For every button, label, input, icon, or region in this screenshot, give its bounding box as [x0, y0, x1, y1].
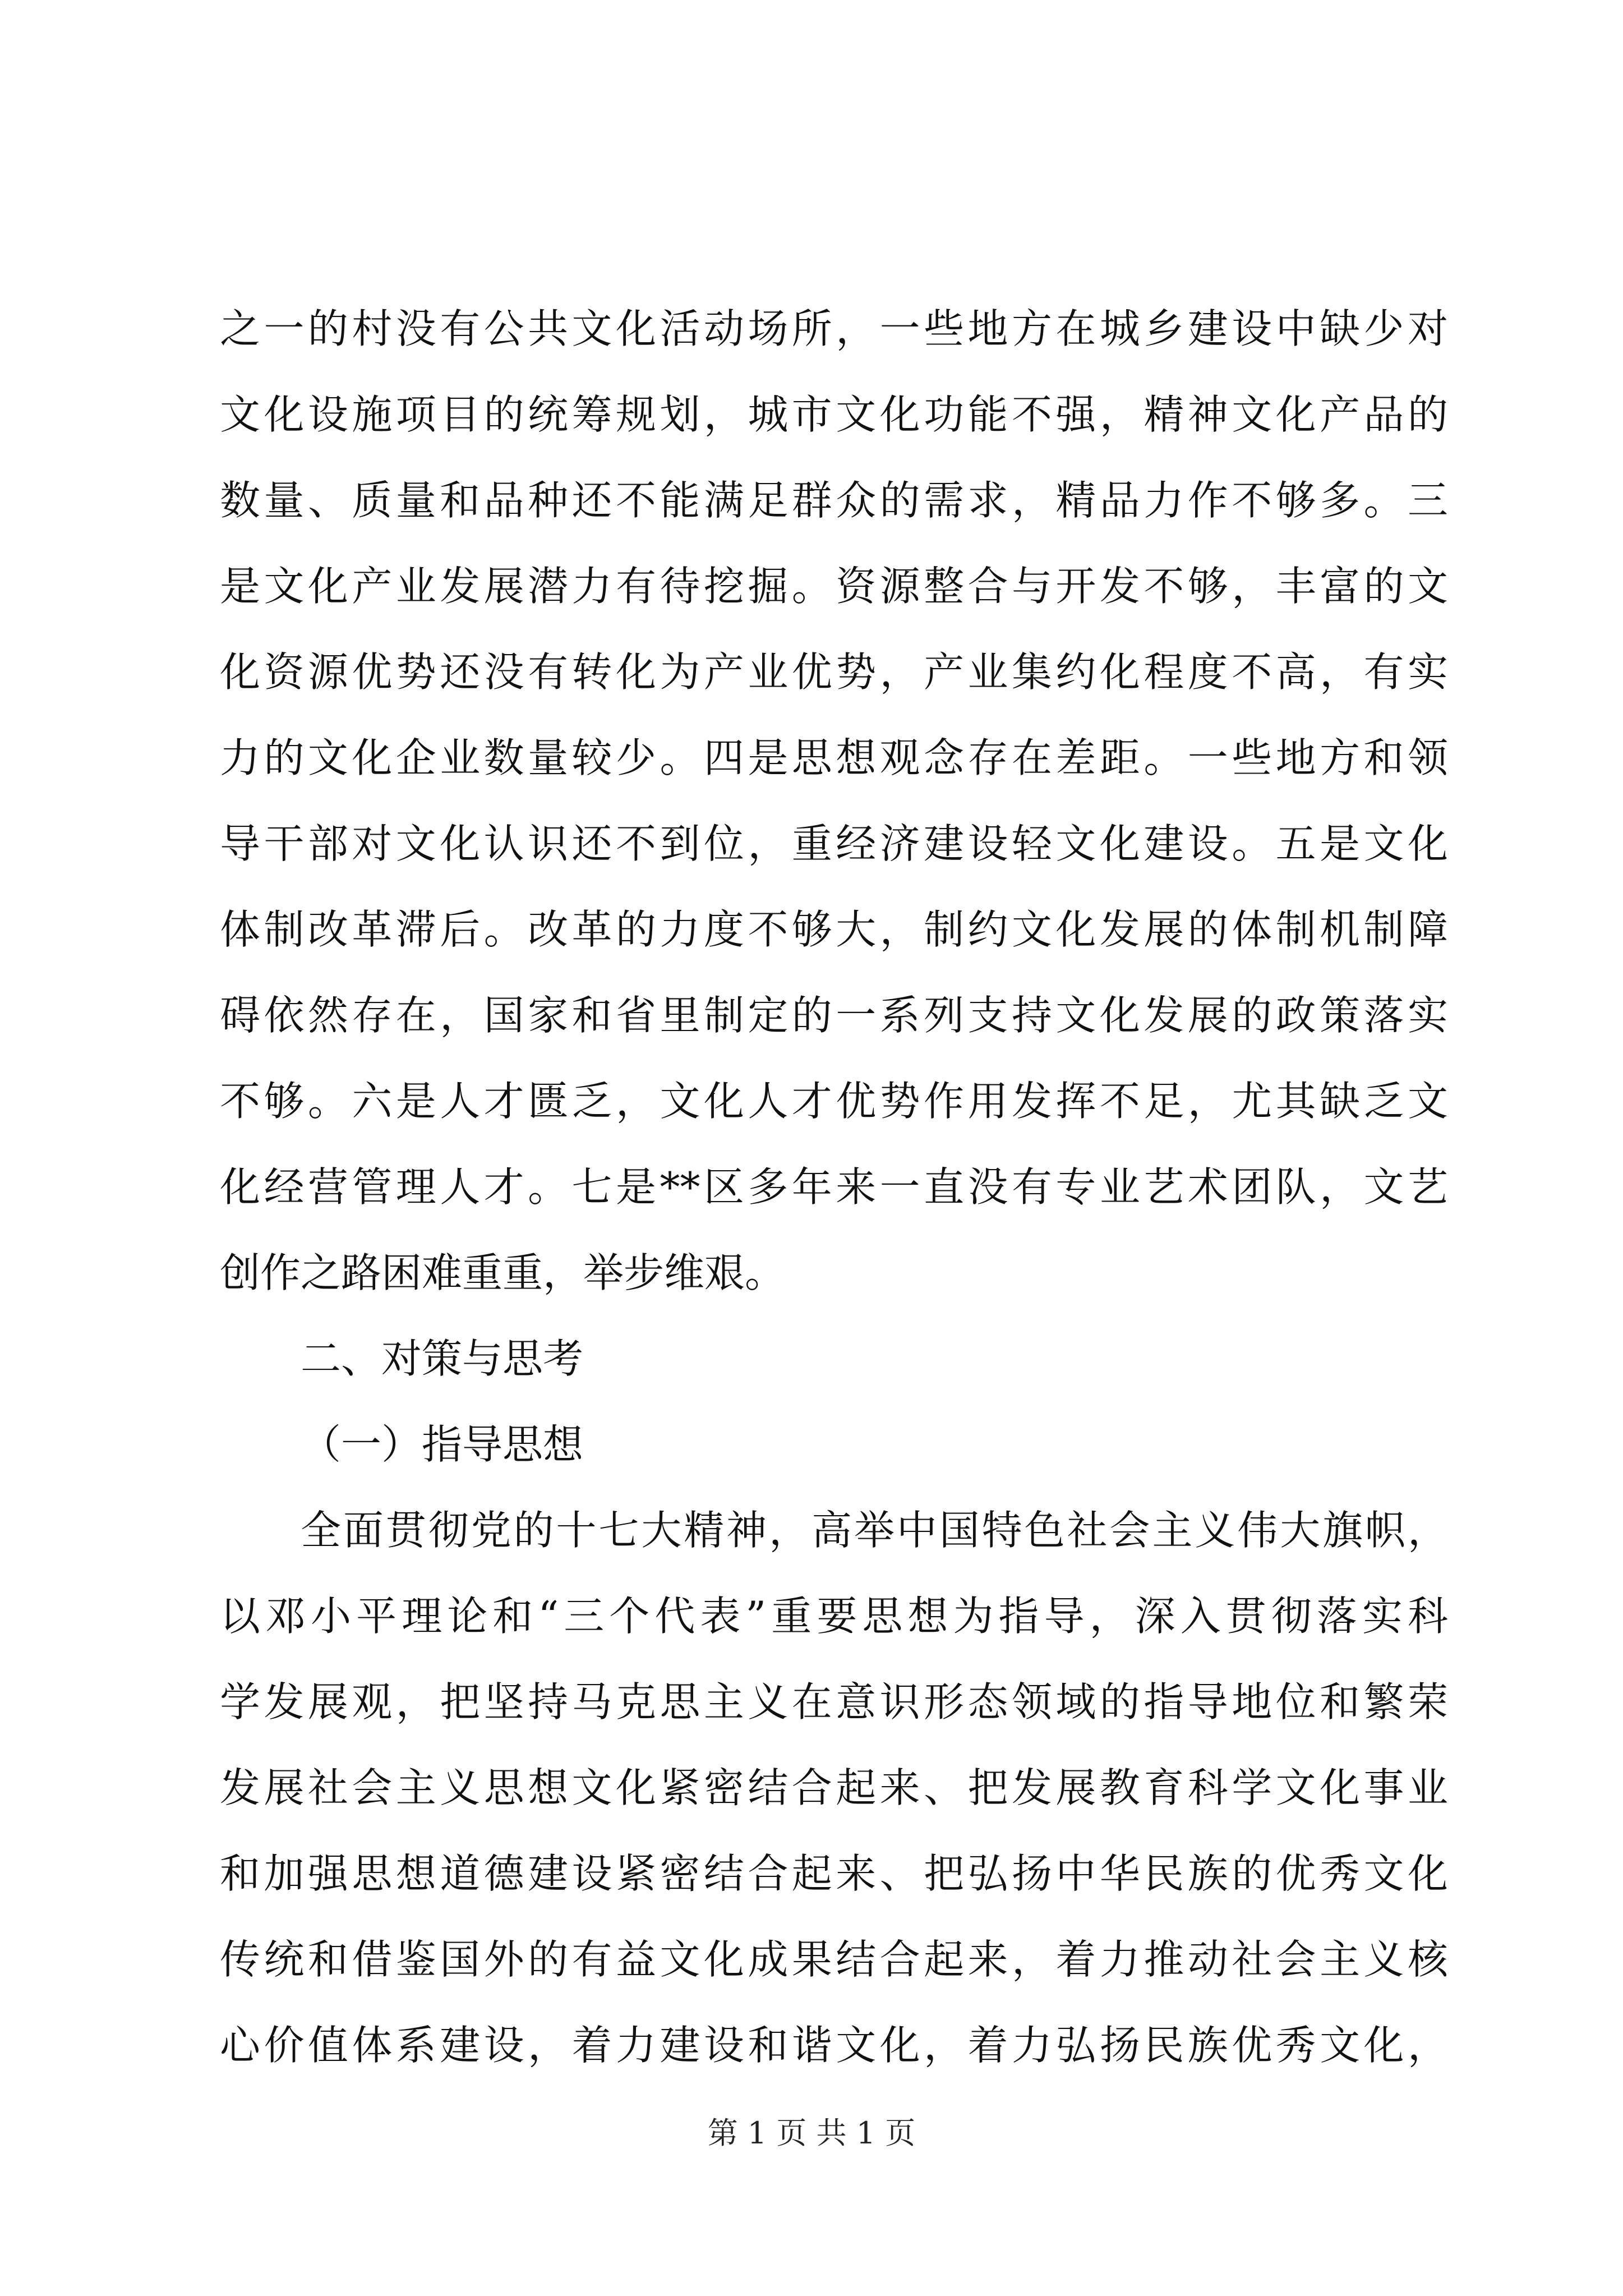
paragraph-line: 学发展观，把坚持马克思主义在意识形态领域的指导地位和繁荣 [220, 1678, 1448, 1726]
document-body [220, 286, 1448, 2088]
paragraph-line: 是文化产业发展潜力有待挖掘。资源整合与开发不够，丰富的文 [220, 563, 1448, 610]
page-number-label: 第 1 页 共 1 页 [707, 2115, 916, 2151]
paragraph-line: 文化设施项目的统筹规划，城市文化功能不强，精神文化产品的 [220, 391, 1448, 438]
paragraph-line: 数量、质量和品种还不能满足群众的需求，精品力作不够多。三 [220, 477, 1448, 524]
paragraph-line: 化经营管理人才。七是**区多年来一直没有专业艺术团队，文艺 [220, 1163, 1448, 1211]
paragraph-line: 不够。六是人才匮乏，文化人才优势作用发挥不足，尤其缺乏文 [220, 1078, 1448, 1125]
paragraph-line: 化资源优势还没有转化为产业优势，产业集约化程度不高，有实 [220, 648, 1448, 696]
paragraph-line: 全面贯彻党的十七大精神，高举中国特色社会主义伟大旗帜， [301, 1507, 1448, 1554]
paragraph-line: 体制改革滞后。改革的力度不够大，制约文化发展的体制机制障 [220, 906, 1448, 953]
subsection-heading: （一）指导思想 [301, 1421, 584, 1468]
paragraph-line: 和加强思想道德建设紧密结合起来、把弘扬中华民族的优秀文化 [220, 1850, 1448, 1897]
page-footer [0, 2109, 1623, 2152]
paragraph-line: 力的文化企业数量较少。四是思想观念存在差距。一些地方和领 [220, 734, 1448, 781]
section-heading: 二、对策与思考 [301, 1335, 584, 1382]
paragraph-line: 导干部对文化认识还不到位，重经济建设轻文化建设。五是文化 [220, 820, 1448, 867]
paragraph-line: 碍依然存在，国家和省里制定的一系列支持文化发展的政策落实 [220, 992, 1448, 1039]
paragraph-line: 以邓小平理论和“三个代表”重要思想为指导，深入贯彻落实科 [220, 1593, 1448, 1640]
paragraph-line: 发展社会主义思想文化紧密结合起来、把发展教育科学文化事业 [220, 1764, 1448, 1811]
paragraph-line: 创作之路困难重重，举步维艰。 [220, 1249, 786, 1296]
paragraph-line: 传统和借鉴国外的有益文化成果结合起来，着力推动社会主义核 [220, 1936, 1448, 1983]
paragraph-line: 心价值体系建设，着力建设和谐文化，着力弘扬民族优秀文化， [220, 2022, 1448, 2069]
paragraph-line: 之一的村没有公共文化活动场所，一些地方在城乡建设中缺少对 [220, 305, 1448, 352]
